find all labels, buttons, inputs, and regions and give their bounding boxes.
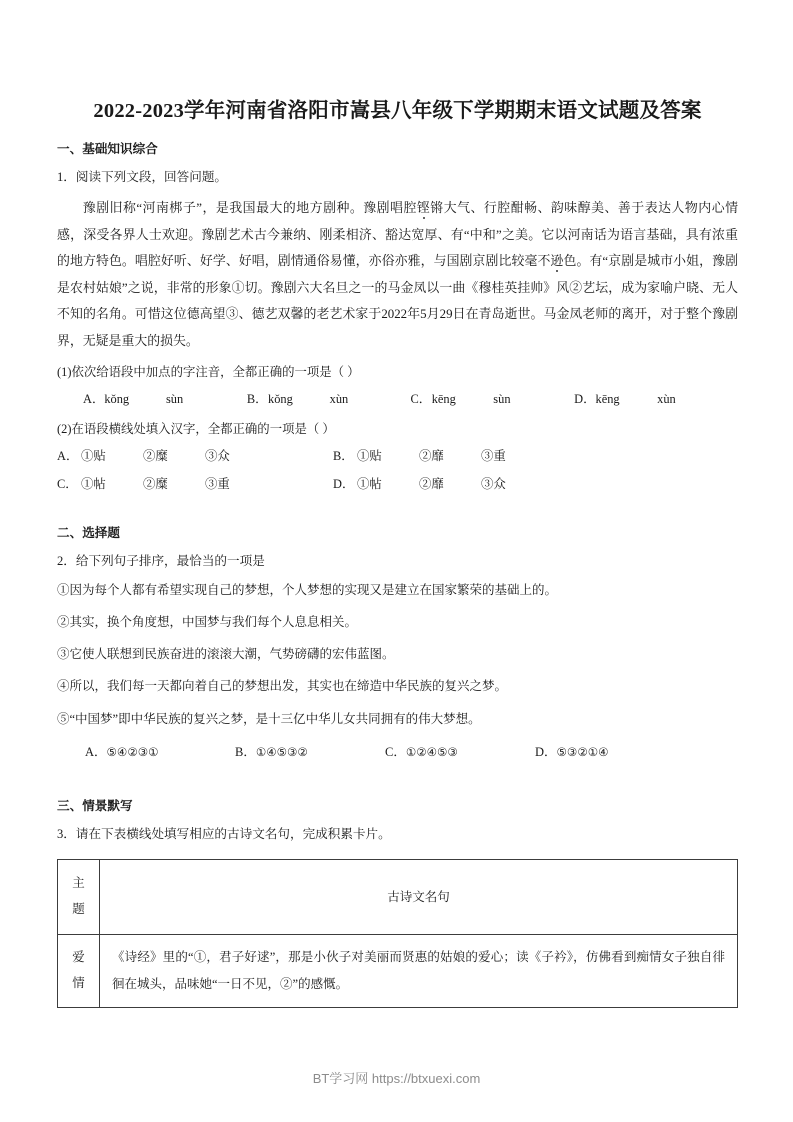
option-c-first[interactable]: kēng bbox=[431, 392, 456, 407]
order-option-a[interactable] bbox=[85, 741, 235, 764]
section-heading-3: 三、情景默写 bbox=[57, 799, 133, 814]
emphasis-char-xun: 逊 bbox=[550, 254, 564, 269]
option-b-first[interactable]: kǒng bbox=[268, 392, 293, 407]
option-c-label[interactable]: C． bbox=[410, 392, 432, 407]
theme-header-char-1: 主 bbox=[72, 876, 85, 891]
order-option-b-seq: ①④⑤③② bbox=[255, 744, 308, 759]
table-header-row bbox=[58, 859, 738, 935]
table-row-theme-cell bbox=[58, 935, 100, 1008]
question-3-label: 3．请在下表横线处填写相应的古诗文名句，完成积累卡片。 bbox=[57, 827, 391, 842]
order-option-c-seq: ①②④⑤③ bbox=[405, 744, 458, 759]
question-2-options bbox=[57, 741, 738, 764]
emphasis-char-keng: 铿 bbox=[416, 201, 431, 216]
sub-question-1-prompt: (1)依次给语段中加点的字注音，全都正确的一项是（ ） bbox=[57, 364, 360, 379]
question-2-label: 2．给下列句子排序，最恰当的一项是 bbox=[57, 554, 265, 569]
order-option-d-seq: ⑤③②①④ bbox=[556, 744, 609, 759]
option-b-item-1[interactable]: ①贴 bbox=[357, 448, 382, 463]
order-option-c[interactable] bbox=[385, 741, 535, 764]
option-c-second[interactable]: sùn bbox=[493, 392, 511, 407]
table-row-content-cell: 《诗经》里的“①，君子好逑”，那是小伙子对美丽而贤惠的姑娘的爱心；读《子衿》，仿佛看到痴情女子独自徘徊在城头，品味她“一日不见，②”的感慨。 bbox=[100, 935, 738, 1008]
option-a-second[interactable]: sùn bbox=[165, 392, 184, 407]
page-title: 2022-2023学年河南省洛阳市嵩县八年级下学期期末语文试题及答案 bbox=[93, 100, 702, 122]
order-option-d-label: D． bbox=[535, 744, 557, 759]
option-d-item-3[interactable]: ③众 bbox=[481, 477, 506, 491]
list-item: ①因为每个人都有希望实现自己的梦想，个人梦想的实现又是建立在国家繁荣的基础上的。 bbox=[57, 582, 558, 597]
section-heading-1: 一、基础知识综合 bbox=[57, 141, 158, 156]
section-heading-2: 二、选择题 bbox=[57, 526, 120, 541]
order-option-a-seq: ⑤④②③① bbox=[106, 744, 159, 759]
table-header-theme-cell bbox=[58, 859, 100, 935]
order-option-c-label: C． bbox=[385, 744, 406, 759]
order-option-b-label: B． bbox=[235, 744, 256, 759]
option-c-item-2[interactable]: ②糜 bbox=[143, 477, 168, 491]
list-item: ⑤“中国梦”即中华民族的复兴之梦，是十三亿中华儿女共同拥有的伟大梦想。 bbox=[57, 711, 481, 726]
option-d-second[interactable]: xùn bbox=[657, 392, 676, 407]
option-a-label[interactable]: A． bbox=[83, 392, 105, 407]
poem-accumulation-table bbox=[57, 859, 738, 1008]
option-b-second[interactable]: xùn bbox=[329, 392, 349, 407]
table-header-title-cell: 古诗文名句 bbox=[100, 859, 738, 935]
list-item: ④所以，我们每一天都向着自己的梦想出发，其实也在缔造中华民族的复兴之梦。 bbox=[57, 679, 508, 694]
option-b-item-2[interactable]: ②靡 bbox=[419, 448, 444, 463]
option-b-label[interactable]: B． bbox=[333, 448, 354, 463]
order-option-b[interactable] bbox=[235, 741, 385, 764]
theme-row-char-1: 爱 bbox=[72, 950, 85, 965]
document-content bbox=[57, 98, 738, 1008]
passage-part-1: 豫剧旧称“河南梆子”，是我国最大的地方剧种。豫剧唱腔 bbox=[82, 201, 417, 216]
table-row bbox=[58, 935, 738, 1008]
option-d-item-1[interactable]: ①帖 bbox=[357, 477, 382, 491]
sub-question-2-options-row-2 bbox=[57, 471, 738, 498]
order-option-a-label: A． bbox=[85, 744, 107, 759]
list-item: ②其实，换个角度想，中国梦与我们每个人息息相关。 bbox=[57, 614, 358, 629]
option-d-label[interactable]: D． bbox=[333, 477, 355, 491]
sub-question-2-options-row-1 bbox=[57, 443, 738, 470]
order-option-d[interactable] bbox=[535, 741, 685, 764]
option-c-item-3[interactable]: ③重 bbox=[205, 477, 230, 491]
sub-question-2-prompt: (2)在语段横线处填入汉字，全都正确的一项是（ ） bbox=[57, 422, 335, 437]
option-b-label[interactable]: B． bbox=[246, 392, 268, 407]
option-a-first[interactable]: kǒng bbox=[104, 392, 130, 407]
sub-question-1-options bbox=[57, 386, 738, 412]
option-d-item-2[interactable]: ②靡 bbox=[419, 477, 444, 491]
question-1-label: 1．阅读下列文段，回答问题。 bbox=[57, 169, 228, 184]
option-d-first[interactable]: kēng bbox=[595, 392, 620, 407]
passage-text bbox=[57, 195, 738, 354]
theme-header-char-2: 题 bbox=[72, 902, 85, 917]
option-c-label[interactable]: C． bbox=[57, 477, 78, 491]
passage-part-3: 色。有“京剧是城市小姐，豫剧是农村姑娘”之说，非常的形象①切。豫剧六大名旦之一的马金凤以一曲《穆桂英挂帅》风②艺坛，成为家喻户晓、无人不知的名角。可惜这位德高望③、德艺双馨的老艺术家于2022年5月29日在青岛逝世。马金凤老师的离开，对于整个豫剧界，无疑是重大的损失。 bbox=[57, 254, 739, 348]
option-a-item-3[interactable]: ③众 bbox=[205, 448, 230, 463]
list-item: ③它使人联想到民族奋进的滚滚大潮，气势磅礴的宏伟蓝图。 bbox=[57, 647, 395, 662]
option-a-item-1[interactable]: ①贴 bbox=[81, 448, 106, 463]
option-a-label[interactable]: A． bbox=[57, 448, 79, 463]
option-d-label[interactable]: D． bbox=[574, 392, 596, 407]
option-a-item-2[interactable]: ②糜 bbox=[143, 448, 168, 463]
footer-watermark: BT学习网 https://btxuexi.com bbox=[312, 1071, 481, 1086]
option-b-item-3[interactable]: ③重 bbox=[481, 448, 506, 463]
passage-part-2: 锵大气、行腔酣畅、韵味醇美、善于表达人物内心情感，深受各界人士欢迎。豫剧艺术古今兼纳、刚柔相济、豁达宽厚、有“中和”之美。它以河南话为语言基础，具有浓重的地方特色。唱腔好听、好学、好唱，剧情通俗易懂，亦俗亦雅，与国剧京剧比较毫不 bbox=[57, 201, 739, 269]
option-c-item-1[interactable]: ①帖 bbox=[81, 477, 106, 491]
theme-row-char-2: 情 bbox=[72, 976, 85, 991]
